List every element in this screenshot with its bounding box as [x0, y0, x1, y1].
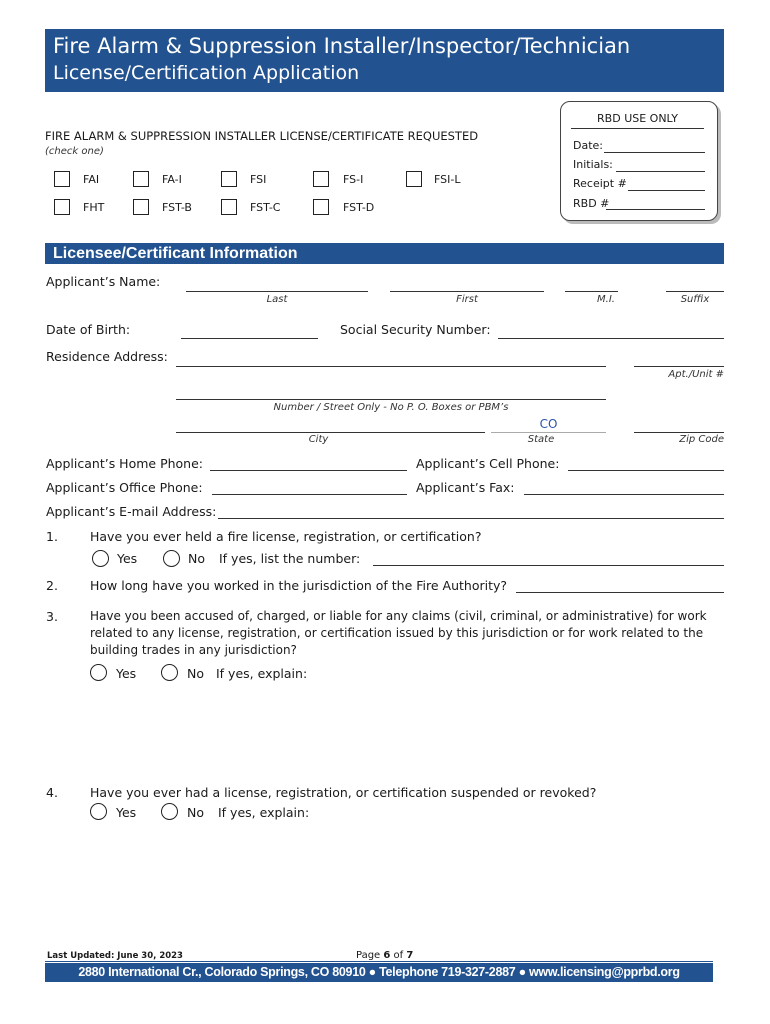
apt-unit-field[interactable] — [634, 366, 724, 367]
checkbox-label-fa-i: FA-I — [162, 173, 182, 186]
section-title-licensee: Licensee/Certificant Information — [45, 243, 724, 264]
checkbox-label-fsi: FSI — [250, 173, 267, 186]
question-3-no-label: No — [187, 666, 204, 681]
question-4-no-label: No — [187, 805, 204, 820]
state-value[interactable]: CO — [539, 417, 558, 431]
cell-phone-field[interactable] — [568, 470, 724, 471]
form-title-banner — [45, 29, 724, 92]
question-1-no-radio[interactable] — [163, 550, 180, 567]
cell-phone-label: Applicant’s Cell Phone: — [416, 456, 560, 471]
question-3-yes-label: Yes — [116, 666, 137, 681]
question-2-number: 2. — [46, 578, 58, 593]
ssn-field[interactable] — [498, 338, 724, 339]
page-mid: of — [390, 950, 407, 961]
rbd-date-label: Date: — [573, 139, 603, 152]
form-title-line1: Fire Alarm & Suppression Installer/Inspector/Technician — [53, 34, 631, 58]
rbd-receipt-line[interactable] — [628, 190, 705, 191]
city-caption: City — [308, 434, 329, 445]
first-name-caption: First — [456, 294, 478, 305]
question-1-yes-radio[interactable] — [92, 550, 109, 567]
street-caption: Number / Street Only - No P. O. Boxes or PBM’s — [273, 402, 509, 413]
suffix-caption: Suffix — [680, 294, 710, 305]
home-phone-field[interactable] — [210, 470, 407, 471]
last-name-caption: Last — [266, 294, 288, 305]
page-current: 6 — [383, 950, 391, 961]
state-caption: State — [527, 434, 555, 445]
rbd-title: RBD USE ONLY — [571, 112, 704, 129]
checkbox-fa-i[interactable] — [133, 171, 149, 187]
ssn-label: Social Security Number: — [340, 322, 491, 337]
checkbox-fst-c[interactable] — [221, 199, 237, 215]
fax-label: Applicant’s Fax: — [416, 480, 515, 495]
question-3-followup: If yes, explain: — [216, 666, 308, 681]
checkbox-label-fs-i: FS-I — [343, 173, 364, 186]
residence-address-label: Residence Address: — [46, 349, 168, 364]
checkbox-fst-b[interactable] — [133, 199, 149, 215]
question-3-no-radio[interactable] — [161, 664, 178, 681]
checkbox-label-fht: FHT — [83, 201, 105, 214]
page-number — [356, 950, 413, 961]
checkbox-fs-i[interactable] — [313, 171, 329, 187]
checkbox-fht[interactable] — [54, 199, 70, 215]
question-2-field[interactable] — [516, 592, 724, 593]
rbd-number-label: RBD # — [573, 197, 610, 210]
question-4-followup: If yes, explain: — [218, 805, 310, 820]
checkbox-label-fsi-l: FSI-L — [434, 173, 461, 186]
footer-contact-bar: 2880 International Cr., Colorado Springs, CO 80910 ● Telephone 719-327-2887 ● www.licensing@pprbd.org — [45, 963, 713, 982]
rbd-initials-line[interactable] — [616, 171, 705, 172]
fax-field[interactable] — [524, 494, 724, 495]
dob-label: Date of Birth: — [46, 322, 131, 337]
middle-initial-caption: M.I. — [597, 294, 615, 305]
first-name-field[interactable] — [390, 291, 544, 292]
rbd-initials-label: Initials: — [573, 158, 613, 171]
page-prefix: Page — [356, 950, 384, 961]
apt-unit-caption: Apt./Unit # — [668, 369, 724, 380]
applicant-name-label: Applicant’s Name: — [46, 274, 161, 289]
question-4-text: Have you ever had a license, registration, or certification suspended or revoked? — [90, 785, 597, 800]
office-phone-field[interactable] — [212, 494, 407, 495]
question-3-text: Have you been accused of, charged, or liable for any claims (civil, criminal, or administrative) for work related to any license, registration, or certification issued by this jurisdiction or for work related to the building trades in any jurisdiction? — [90, 609, 707, 657]
footer-divider — [45, 961, 713, 962]
checkbox-label-fst-c: FST-C — [250, 201, 281, 214]
question-2-text: How long have you worked in the jurisdiction of the Fire Authority? — [90, 578, 508, 593]
rbd-date-line[interactable] — [604, 152, 705, 153]
requested-title: FIRE ALARM & SUPPRESSION INSTALLER LICENSE/CERTIFICATE REQUESTED — [45, 129, 479, 143]
zip-code-caption: Zip Code — [679, 434, 724, 445]
question-3-number: 3. — [46, 609, 58, 624]
question-1-text: Have you ever held a fire license, registration, or certification? — [90, 529, 482, 544]
page-total: 7 — [406, 950, 414, 961]
question-1-number-field[interactable] — [373, 565, 724, 566]
suffix-field[interactable] — [666, 291, 724, 292]
question-4-number: 4. — [46, 785, 58, 800]
residence-line-1[interactable] — [176, 366, 606, 367]
form-title-line2: License/Certification Application — [53, 62, 360, 84]
requested-hint: (check one) — [45, 146, 104, 157]
question-1-followup: If yes, list the number: — [219, 551, 361, 566]
question-4-yes-label: Yes — [116, 805, 137, 820]
checkbox-fsi[interactable] — [221, 171, 237, 187]
street-field[interactable] — [176, 399, 606, 400]
checkbox-fai[interactable] — [54, 171, 70, 187]
city-field[interactable] — [176, 432, 485, 433]
office-phone-label: Applicant’s Office Phone: — [46, 480, 203, 495]
home-phone-label: Applicant’s Home Phone: — [46, 456, 204, 471]
checkbox-fst-d[interactable] — [313, 199, 329, 215]
rbd-number-line[interactable] — [606, 209, 705, 210]
email-field[interactable] — [218, 518, 724, 519]
state-field[interactable] — [491, 432, 606, 433]
last-name-field[interactable] — [186, 291, 368, 292]
question-1-no-label: No — [188, 551, 205, 566]
checkbox-label-fst-d: FST-D — [343, 201, 375, 214]
middle-initial-field[interactable] — [565, 291, 618, 292]
rbd-receipt-label: Receipt # — [573, 177, 627, 190]
zip-code-field[interactable] — [634, 432, 724, 433]
question-4-no-radio[interactable] — [161, 803, 178, 820]
checkbox-label-fst-b: FST-B — [162, 201, 192, 214]
question-3-yes-radio[interactable] — [90, 664, 107, 681]
dob-field[interactable] — [181, 338, 318, 339]
question-1-number: 1. — [46, 529, 58, 544]
email-label: Applicant’s E-mail Address: — [46, 504, 217, 519]
last-updated-text: Last Updated: June 30, 2023 — [47, 951, 183, 961]
question-4-yes-radio[interactable] — [90, 803, 107, 820]
checkbox-label-fai: FAI — [83, 173, 100, 186]
checkbox-fsi-l[interactable] — [406, 171, 422, 187]
question-1-yes-label: Yes — [117, 551, 138, 566]
